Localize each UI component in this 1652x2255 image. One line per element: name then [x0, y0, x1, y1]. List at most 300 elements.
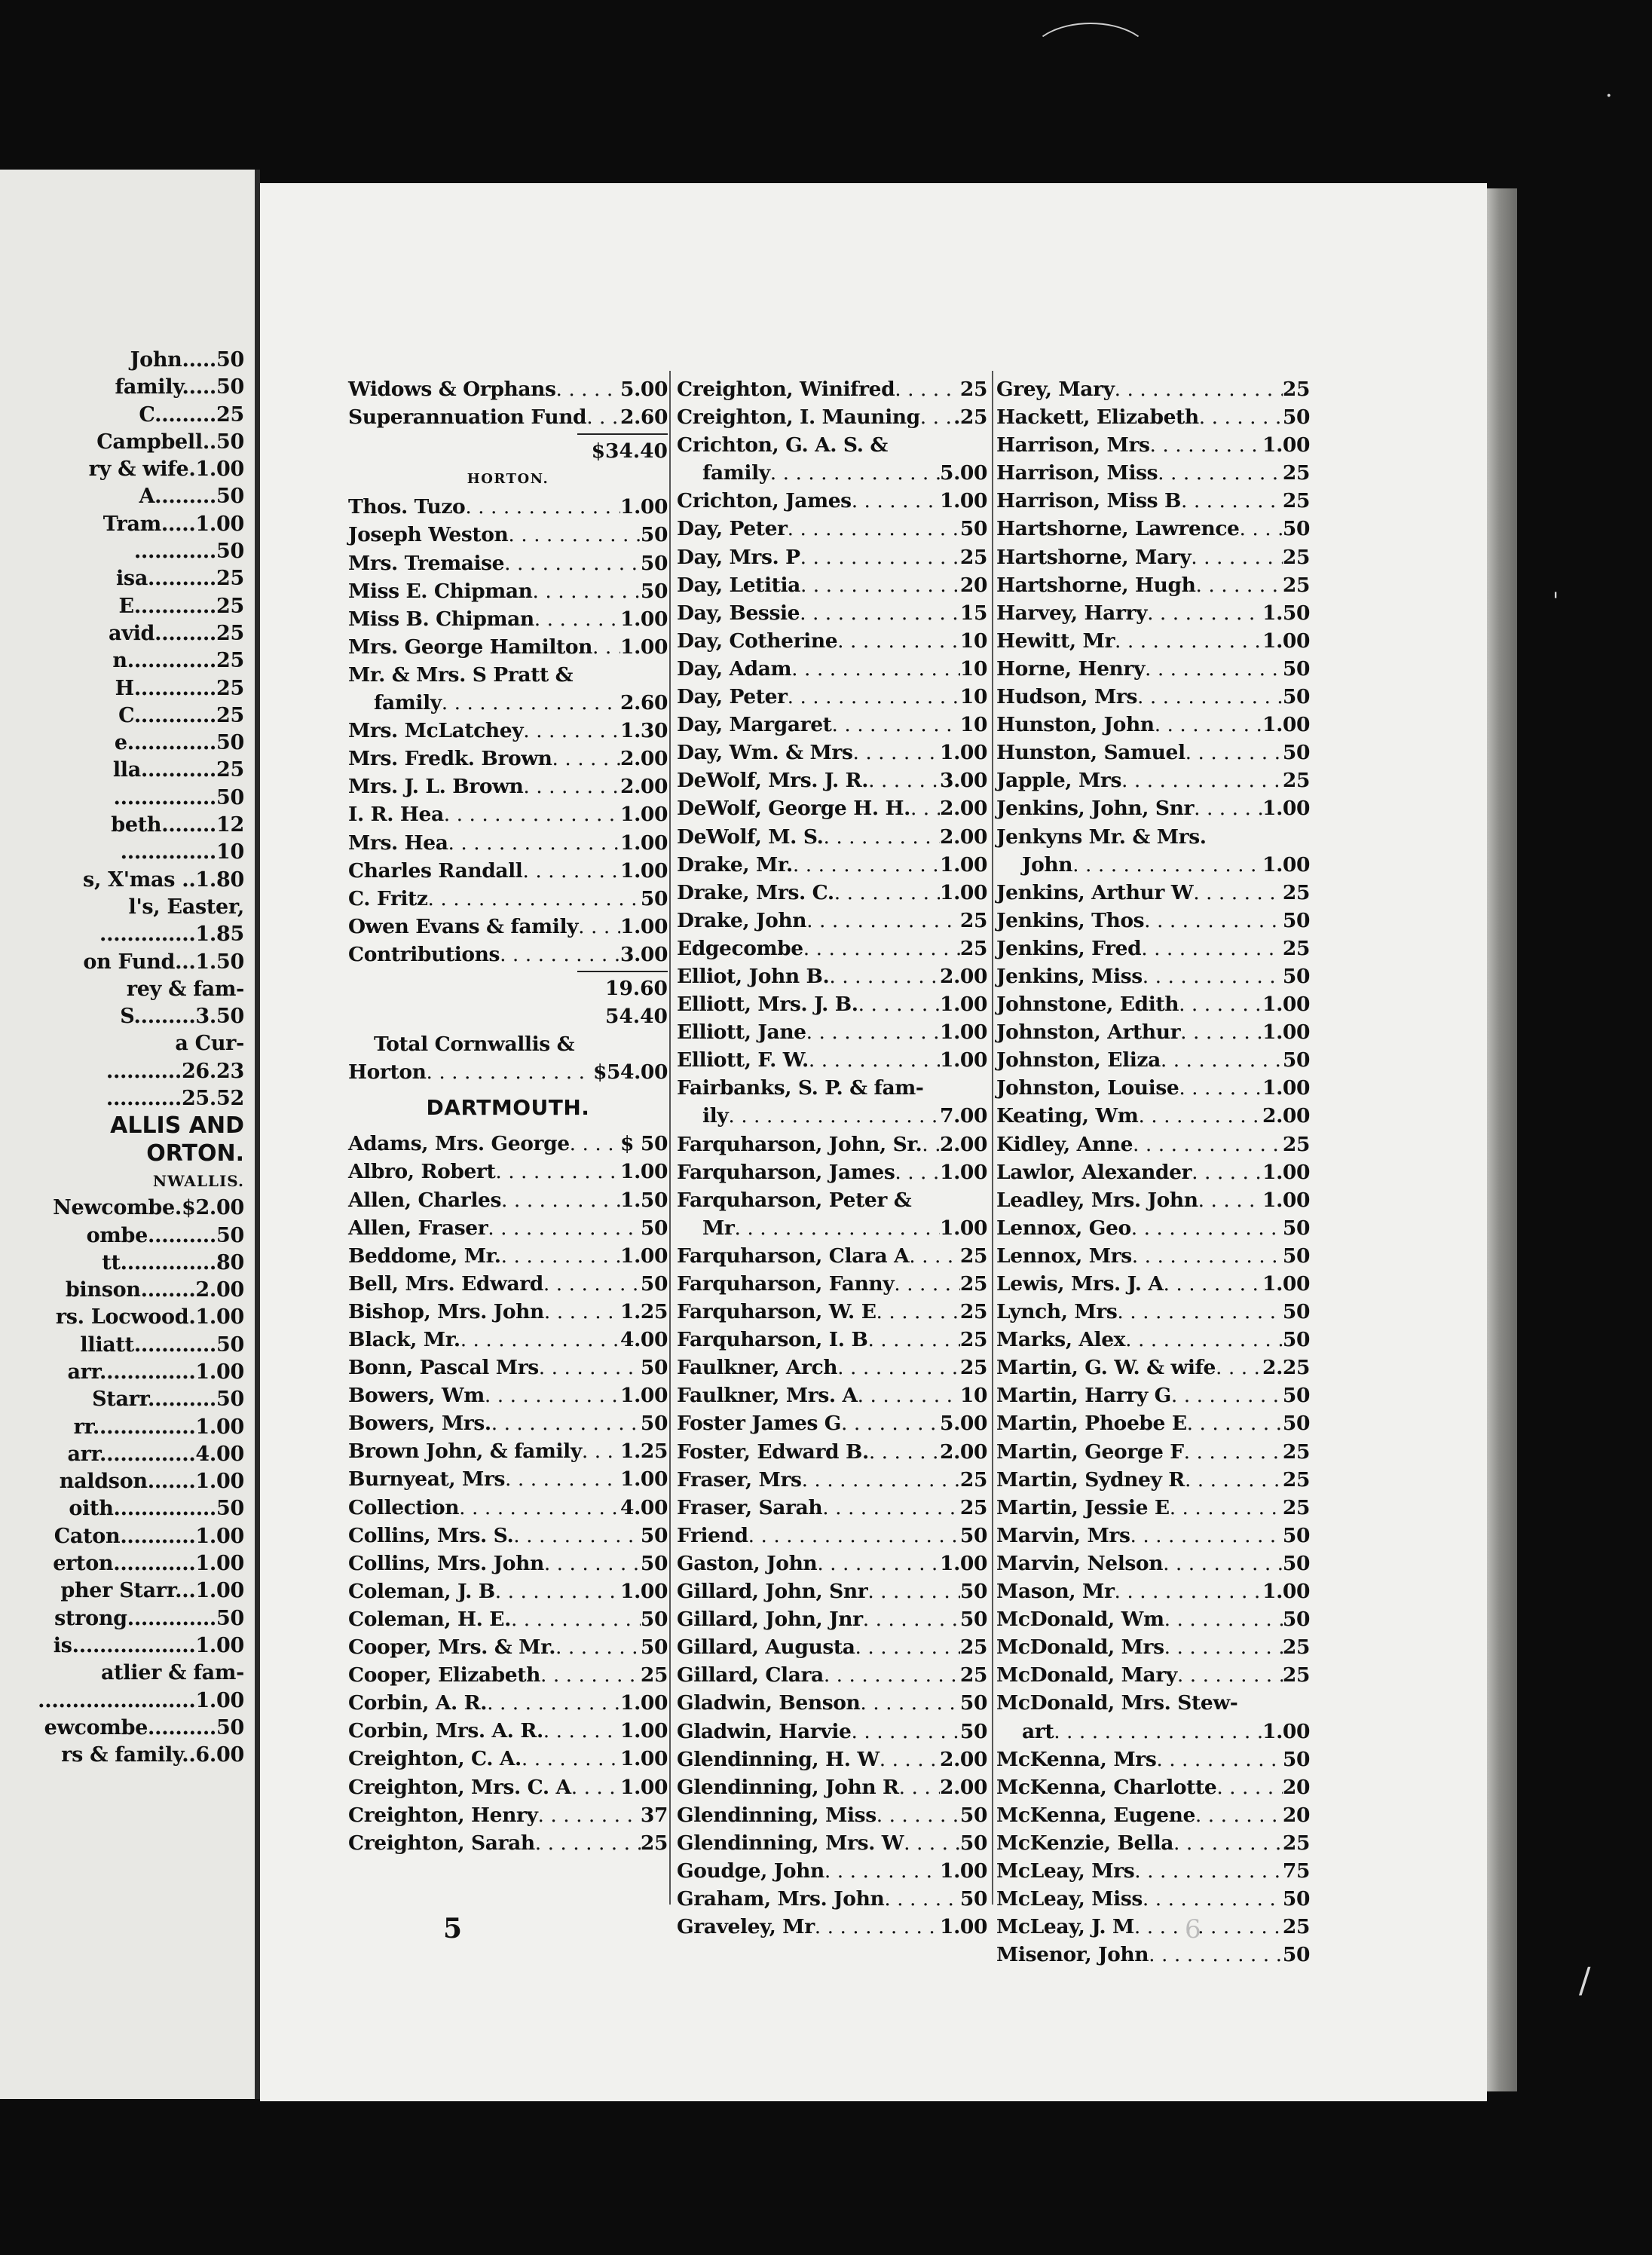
dot-leader — [895, 375, 960, 403]
list-entry — [677, 1605, 987, 1633]
entry-amount: 50 — [959, 1691, 987, 1715]
dot-leader — [894, 1270, 960, 1298]
section-heading-horton: HORTON. — [467, 471, 549, 488]
entry-amount: 1.00 — [940, 1048, 987, 1072]
entry-amount: 1.00 — [940, 1160, 987, 1184]
list-entry — [996, 571, 1310, 599]
dot-leader — [1158, 459, 1283, 487]
entry-name: McLeay, Miss — [996, 1887, 1143, 1911]
dot-leader — [1121, 766, 1283, 794]
entry-name: Marvin, Nelson — [996, 1551, 1164, 1575]
entry-name: Joseph Weston — [348, 523, 509, 547]
entry-name: Hackett, Elizabeth — [996, 405, 1199, 430]
list-entry — [677, 1438, 987, 1466]
entry-amount: 50 — [1282, 1887, 1310, 1911]
entry-name: Glendinning, Mrs. W — [677, 1831, 904, 1855]
dot-leader — [460, 1326, 620, 1354]
entry-name: Marks, Alex — [996, 1328, 1126, 1352]
facing-page-line: tt..............80 — [102, 1250, 244, 1274]
dot-leader — [540, 1661, 641, 1689]
entry-name: Faulkner, Mrs. A — [677, 1384, 858, 1408]
entry-amount: 20 — [1282, 1803, 1310, 1827]
dot-leader — [1184, 1438, 1283, 1466]
dot-leader — [535, 1829, 641, 1857]
entry-amount: 2.00 — [620, 775, 668, 799]
entry-name: Day, Cotherine — [677, 629, 838, 653]
list-entry — [677, 907, 987, 935]
dot-leader — [823, 823, 940, 851]
dot-leader — [806, 907, 960, 935]
list-entry — [677, 1746, 987, 1773]
entry-amount: .25 — [953, 405, 987, 430]
facing-page-line: C.........25 — [139, 402, 244, 427]
entry-amount: 25 — [1282, 1132, 1310, 1156]
list-entry — [677, 1494, 987, 1522]
entry-name: McDonald, Mrs. Stew- — [996, 1691, 1238, 1715]
facing-page-line: C............25 — [118, 703, 244, 727]
list-entry — [996, 543, 1310, 571]
entry-name: Farquharson, W. E — [677, 1300, 876, 1324]
list-entry — [348, 1745, 668, 1773]
facing-page-line: Newcombe.$2.00 — [53, 1196, 244, 1220]
list-entry — [677, 1018, 987, 1046]
entry-name: Albro, Robert — [348, 1160, 496, 1184]
entry-amount: 1.00 — [940, 489, 987, 513]
dot-leader — [1185, 739, 1283, 766]
entry-name: Creighton, Henry — [348, 1803, 538, 1827]
entry-amount: 50 — [640, 1356, 668, 1380]
dot-leader — [832, 711, 960, 739]
dot-leader — [788, 683, 960, 711]
facing-page-line: arr..............1.00 — [67, 1360, 244, 1384]
list-entry — [996, 1550, 1310, 1577]
entry-amount: 25 — [1282, 1440, 1310, 1464]
entry-name: Mrs. Hea — [348, 831, 448, 855]
entry-amount: 7.00 — [940, 1104, 987, 1128]
entry-name: Elliot, John B. — [677, 964, 830, 988]
entry-amount: 5.00 — [940, 1412, 987, 1436]
dot-leader — [793, 851, 940, 879]
list-entry — [677, 1661, 987, 1689]
dot-leader — [858, 1381, 960, 1409]
entry-amount: 50 — [640, 1271, 668, 1296]
entry-name: Johnston, Arthur — [996, 1020, 1181, 1045]
entry-amount: 1.00 — [940, 852, 987, 877]
entry-name: Bell, Mrs. Edward — [348, 1271, 543, 1296]
list-entry — [677, 1857, 987, 1885]
dot-leader — [904, 1829, 960, 1857]
list-entry — [996, 1131, 1310, 1158]
entry-name: Foster James G — [677, 1412, 842, 1436]
entry-name: Graveley, Mr — [677, 1915, 815, 1939]
entry-amount: 1.00 — [1262, 993, 1310, 1017]
entry-name: Day, Peter — [677, 685, 788, 709]
list-entry — [996, 711, 1310, 739]
entry-name: Farquharson, Fanny — [677, 1272, 895, 1296]
dot-leader — [1163, 1550, 1283, 1577]
entry-name: Faulkner, Arch — [677, 1356, 838, 1380]
facing-page-line: beth........12 — [111, 813, 244, 837]
dot-leader — [922, 1131, 940, 1158]
list-entry — [996, 823, 1310, 851]
entry-name: Martin, Phoebe E — [996, 1412, 1187, 1436]
entry-amount: 50 — [959, 1608, 987, 1632]
list-entry — [348, 829, 668, 857]
entry-amount: 1.00 — [940, 993, 987, 1017]
entry-amount: 75 — [1282, 1859, 1310, 1883]
entry-amount: 25 — [1282, 880, 1310, 904]
dot-leader — [555, 375, 620, 403]
entry-name: Fraser, Sarah — [677, 1495, 823, 1519]
list-entry — [677, 1577, 987, 1605]
list-entry — [348, 1633, 668, 1661]
entry-name: Hartshorne, Mary — [996, 545, 1192, 569]
list-entry — [996, 515, 1310, 543]
entry-amount: 1.00 — [940, 741, 987, 765]
entry-name: Miss E. Chipman — [348, 579, 533, 603]
facing-page-line: ............50 — [133, 540, 244, 564]
entry-amount: 25 — [1282, 1635, 1310, 1660]
list-entry — [677, 1885, 987, 1913]
facing-page-line: s, X'mas ..1.80 — [83, 867, 244, 892]
list-entry — [996, 1689, 1310, 1717]
entry-amount: 1.00 — [940, 880, 987, 904]
list-entry — [348, 633, 668, 661]
list-entry — [348, 1801, 668, 1829]
entry-amount: 50 — [640, 886, 668, 910]
facing-page-line: strong.............50 — [54, 1606, 244, 1630]
entry-name: Brown John, & family — [348, 1440, 582, 1464]
entry-amount: 2.00 — [940, 1440, 987, 1464]
entry-amount: 1.00 — [620, 1775, 668, 1799]
entry-name: Hunston, John — [996, 713, 1155, 737]
dot-leader — [586, 403, 620, 431]
dot-leader — [522, 857, 620, 885]
list-entry — [348, 913, 668, 941]
dot-leader — [1054, 1718, 1262, 1746]
facing-page-line: n.............25 — [112, 649, 244, 673]
entry-amount: 1.00 — [620, 1719, 668, 1743]
entry-name: Mr. & Mrs. S Pratt & — [348, 662, 574, 687]
subtotal: $34.40 — [591, 439, 668, 464]
dot-leader — [501, 1186, 620, 1214]
entry-name: Bishop, Mrs. John — [348, 1299, 544, 1323]
facing-page-line: Campbell..50 — [96, 430, 244, 454]
entry-name: Contributions — [348, 942, 500, 966]
dot-leader — [1187, 1409, 1283, 1437]
entry-name: Harrison, Miss B — [996, 489, 1181, 513]
facing-page-line: ORTON. — [146, 1140, 244, 1167]
entry-name: Harrison, Miss — [996, 461, 1158, 485]
list-entry — [996, 459, 1310, 487]
list-entry — [348, 1130, 668, 1158]
list-entry — [348, 1214, 668, 1242]
list-entry — [677, 1689, 987, 1717]
entry-name: Marvin, Mrs — [996, 1523, 1130, 1547]
facing-page-line: Tram.....1.00 — [102, 512, 244, 536]
speck-artifact: ' — [1553, 588, 1559, 614]
entry-name: Charles Randall — [348, 858, 523, 883]
entry-name: Creighton, I. Mauning — [677, 405, 920, 430]
list-entry — [677, 1158, 987, 1186]
dot-leader — [728, 1102, 940, 1130]
dot-leader — [1171, 1381, 1283, 1409]
entry-amount: 2.00 — [1262, 1104, 1310, 1128]
entry-name: Jenkins, Thos — [996, 908, 1145, 932]
entry-amount: 1.00 — [940, 1551, 987, 1575]
entry-amount: 1.00 — [1262, 852, 1310, 877]
facing-page-line: erton............1.00 — [53, 1552, 244, 1576]
list-entry — [348, 549, 668, 577]
entry-name: Lynch, Mrs — [996, 1300, 1118, 1324]
entry-amount: 50 — [1282, 1412, 1310, 1436]
list-entry — [996, 1242, 1310, 1270]
entry-name: Beddome, Mr. — [348, 1244, 501, 1268]
entry-amount: 50 — [640, 1216, 668, 1240]
list-entry — [677, 739, 987, 766]
dot-leader — [1161, 1046, 1283, 1074]
list-entry — [677, 1046, 987, 1074]
facing-page-line: rs. Locwood.1.00 — [55, 1305, 244, 1329]
list-entry — [996, 431, 1310, 459]
entry-amount: 50 — [1282, 741, 1310, 765]
entry-amount: 1.50 — [620, 1188, 668, 1212]
dot-leader — [523, 717, 620, 745]
dot-leader — [829, 962, 940, 990]
list-entry — [677, 1131, 987, 1158]
dot-leader — [573, 661, 668, 689]
entry-name: Day, Adam — [677, 656, 792, 681]
hair-artifact — [1029, 23, 1152, 93]
entry-amount: 25 — [959, 1300, 987, 1324]
list-entry — [677, 375, 987, 403]
entry-name: Fraser, Mrs — [677, 1467, 802, 1492]
dot-leader — [868, 766, 940, 794]
dot-leader — [1133, 1131, 1283, 1158]
entry-amount: 1.00 — [940, 1020, 987, 1045]
entry-name: Coleman, H. E. — [348, 1607, 511, 1631]
column-3 — [996, 375, 1310, 1969]
dot-leader — [495, 1577, 620, 1605]
list-entry — [348, 1829, 668, 1857]
entry-name: Creighton, C. A. — [348, 1747, 522, 1771]
entry-name: Horne, Henry — [996, 656, 1145, 681]
entry-amount: 25 — [1282, 489, 1310, 513]
list-entry — [677, 1773, 987, 1801]
sum-cornwallis: 54.40 — [605, 1005, 668, 1029]
entry-name: Burnyeat, Mrs — [348, 1467, 506, 1492]
entry-amount: 1.00 — [1262, 1188, 1310, 1212]
facing-page-line: lla...........25 — [112, 758, 244, 782]
entry-amount: 50 — [959, 517, 987, 541]
list-entry — [996, 1522, 1310, 1550]
entry-name: Day, Mrs. P — [677, 545, 800, 569]
entry-amount: 2.00 — [620, 747, 668, 771]
dot-leader — [815, 1913, 940, 1941]
entry-amount: 1.00 — [620, 635, 668, 659]
list-entry — [996, 879, 1310, 907]
entry-name: Elliott, Jane — [677, 1020, 806, 1045]
dot-leader — [770, 459, 940, 487]
entry-name: Bowers, Wm — [348, 1384, 485, 1408]
list-entry — [348, 717, 668, 745]
dot-leader — [1115, 375, 1283, 403]
dot-leader — [1143, 962, 1283, 990]
dot-leader — [1125, 1326, 1283, 1354]
entry-name: Friend — [677, 1523, 748, 1547]
column-2 — [677, 375, 987, 1941]
facing-page-line: S.........3.50 — [120, 1005, 244, 1029]
list-entry — [996, 1438, 1310, 1466]
entry-amount: 1.00 — [1262, 1020, 1310, 1045]
list-entry — [677, 571, 987, 599]
entry-name: Mrs. Fredk. Brown — [348, 747, 552, 771]
entry-amount: 25 — [959, 378, 987, 401]
list-entry — [348, 1158, 668, 1186]
entry-name: Cooper, Mrs. & Mr. — [348, 1635, 556, 1660]
entry-name: Johnstone, Edith — [996, 993, 1179, 1017]
entry-name: Hewitt, Mr — [996, 629, 1115, 653]
entry-amount: 50 — [640, 1523, 668, 1547]
list-entry — [996, 1633, 1310, 1661]
entry-name: Glendinning, Miss — [677, 1803, 876, 1827]
entry-amount: 50 — [1282, 1384, 1310, 1408]
entry-amount: 25 — [1282, 1831, 1310, 1855]
dot-leader — [800, 599, 960, 627]
entry-name: Collins, Mrs. S. — [348, 1523, 514, 1547]
entry-amount: 5.00 — [620, 378, 668, 401]
list-entry — [996, 1046, 1310, 1074]
list-entry — [348, 1381, 668, 1409]
dot-leader — [895, 1158, 940, 1186]
entry-amount: 1.00 — [1262, 1076, 1310, 1100]
facing-page-line: ...........26.23 — [106, 1059, 244, 1083]
facing-page-line: is..................1.00 — [53, 1633, 244, 1657]
entry-amount: 25 — [959, 1635, 987, 1660]
dot-leader — [523, 773, 620, 800]
entry-amount: 1.00 — [620, 1467, 668, 1492]
list-entry — [677, 851, 987, 879]
list-entry — [348, 941, 668, 968]
facing-page-line: Starr..........50 — [92, 1388, 244, 1412]
entry-amount: 3.00 — [940, 769, 987, 793]
entry-name: Fairbanks, S. P. & fam- — [677, 1076, 924, 1100]
dot-leader — [1134, 1913, 1283, 1941]
list-entry — [996, 1381, 1310, 1409]
entry-name: art — [1022, 1719, 1054, 1743]
list-entry — [677, 1801, 987, 1829]
facing-page-line: oith...............50 — [69, 1497, 244, 1521]
dot-leader — [1170, 1494, 1283, 1522]
facing-page-line: ...............50 — [113, 785, 244, 809]
dot-leader — [837, 627, 960, 655]
list-entry — [996, 990, 1310, 1018]
entry-name: Mr — [702, 1216, 735, 1240]
entry-name: Crichton, James — [677, 489, 852, 513]
entry-amount: 25 — [1282, 378, 1310, 401]
entry-name: Lennox, Geo — [996, 1216, 1131, 1240]
facing-page-line: H............25 — [115, 676, 244, 700]
entry-name: McLeay, Mrs — [996, 1859, 1135, 1883]
list-entry — [996, 1466, 1310, 1494]
entry-amount: 25 — [1282, 769, 1310, 793]
entry-amount: 50 — [1282, 685, 1310, 709]
facing-page-line: a Cur- — [175, 1032, 244, 1056]
entry-amount: 1.00 — [940, 1216, 987, 1240]
dot-leader — [880, 1746, 940, 1773]
dot-leader — [911, 1186, 987, 1214]
entry-amount: 4.00 — [620, 1328, 668, 1351]
entry-name: Cooper, Elizabeth — [348, 1663, 540, 1687]
entry-amount: 2.00 — [940, 825, 987, 849]
dot-leader — [923, 1074, 987, 1102]
entry-name: Hunston, Samuel — [996, 741, 1185, 765]
entry-name: ily — [702, 1104, 729, 1128]
facing-page-line: isa..........25 — [115, 567, 244, 591]
entry-name: Jenkins, Fred — [996, 936, 1142, 960]
list-entry — [677, 515, 987, 543]
list-entry — [996, 1605, 1310, 1633]
total-label: Total Cornwallis & — [374, 1033, 575, 1057]
entry-name: Drake, John — [677, 908, 807, 932]
list-entry — [677, 823, 987, 851]
entry-name: family — [702, 461, 770, 485]
list-entry — [677, 711, 987, 739]
list-entry — [677, 990, 987, 1018]
dot-leader — [1195, 1801, 1283, 1829]
list-entry — [348, 1773, 668, 1801]
facing-page-text — [0, 347, 244, 1769]
dot-leader — [1156, 1746, 1283, 1773]
entry-name: Misenor, John — [996, 1943, 1149, 1967]
entry-name: McDonald, Mary — [996, 1663, 1177, 1687]
list-entry — [677, 459, 987, 487]
facing-page-line: atlier & fam- — [100, 1661, 244, 1685]
entry-name: John — [1022, 852, 1073, 877]
dot-leader — [1117, 1298, 1283, 1326]
dot-leader — [1181, 487, 1283, 515]
dot-leader — [1237, 1689, 1310, 1717]
entry-name: Day, Margaret — [677, 713, 832, 737]
entry-name: Glendinning, John R — [677, 1775, 899, 1799]
list-entry — [677, 1409, 987, 1437]
entry-name: Superannuation Fund — [348, 405, 587, 430]
entry-amount: 2.00 — [940, 797, 987, 821]
list-entry — [996, 1913, 1310, 1941]
facing-page-line: avid.........25 — [109, 621, 244, 645]
list-entry — [996, 1354, 1310, 1381]
entry-name: family — [374, 691, 442, 715]
entry-amount: 50 — [640, 579, 668, 603]
entry-amount: 1.00 — [1262, 1580, 1310, 1604]
list-entry — [348, 1522, 668, 1550]
list-entry — [996, 1158, 1310, 1186]
entry-amount: 1.00 — [620, 1244, 668, 1268]
entry-name: Hudson, Mrs — [996, 685, 1137, 709]
list-entry — [348, 1186, 668, 1214]
entry-amount: 1.00 — [1262, 713, 1310, 737]
entry-amount: 10 — [959, 685, 987, 709]
dot-leader — [834, 879, 940, 907]
list-entry — [996, 1326, 1310, 1354]
entry-amount: 50 — [959, 1831, 987, 1855]
list-entry — [677, 1718, 987, 1746]
dot-leader — [1173, 1829, 1283, 1857]
entry-name: Drake, Mr. — [677, 852, 793, 877]
facing-page-line: family.....50 — [115, 375, 244, 399]
entry-amount: 1.00 — [1262, 1160, 1310, 1184]
entry-amount: 1.00 — [1262, 629, 1310, 653]
